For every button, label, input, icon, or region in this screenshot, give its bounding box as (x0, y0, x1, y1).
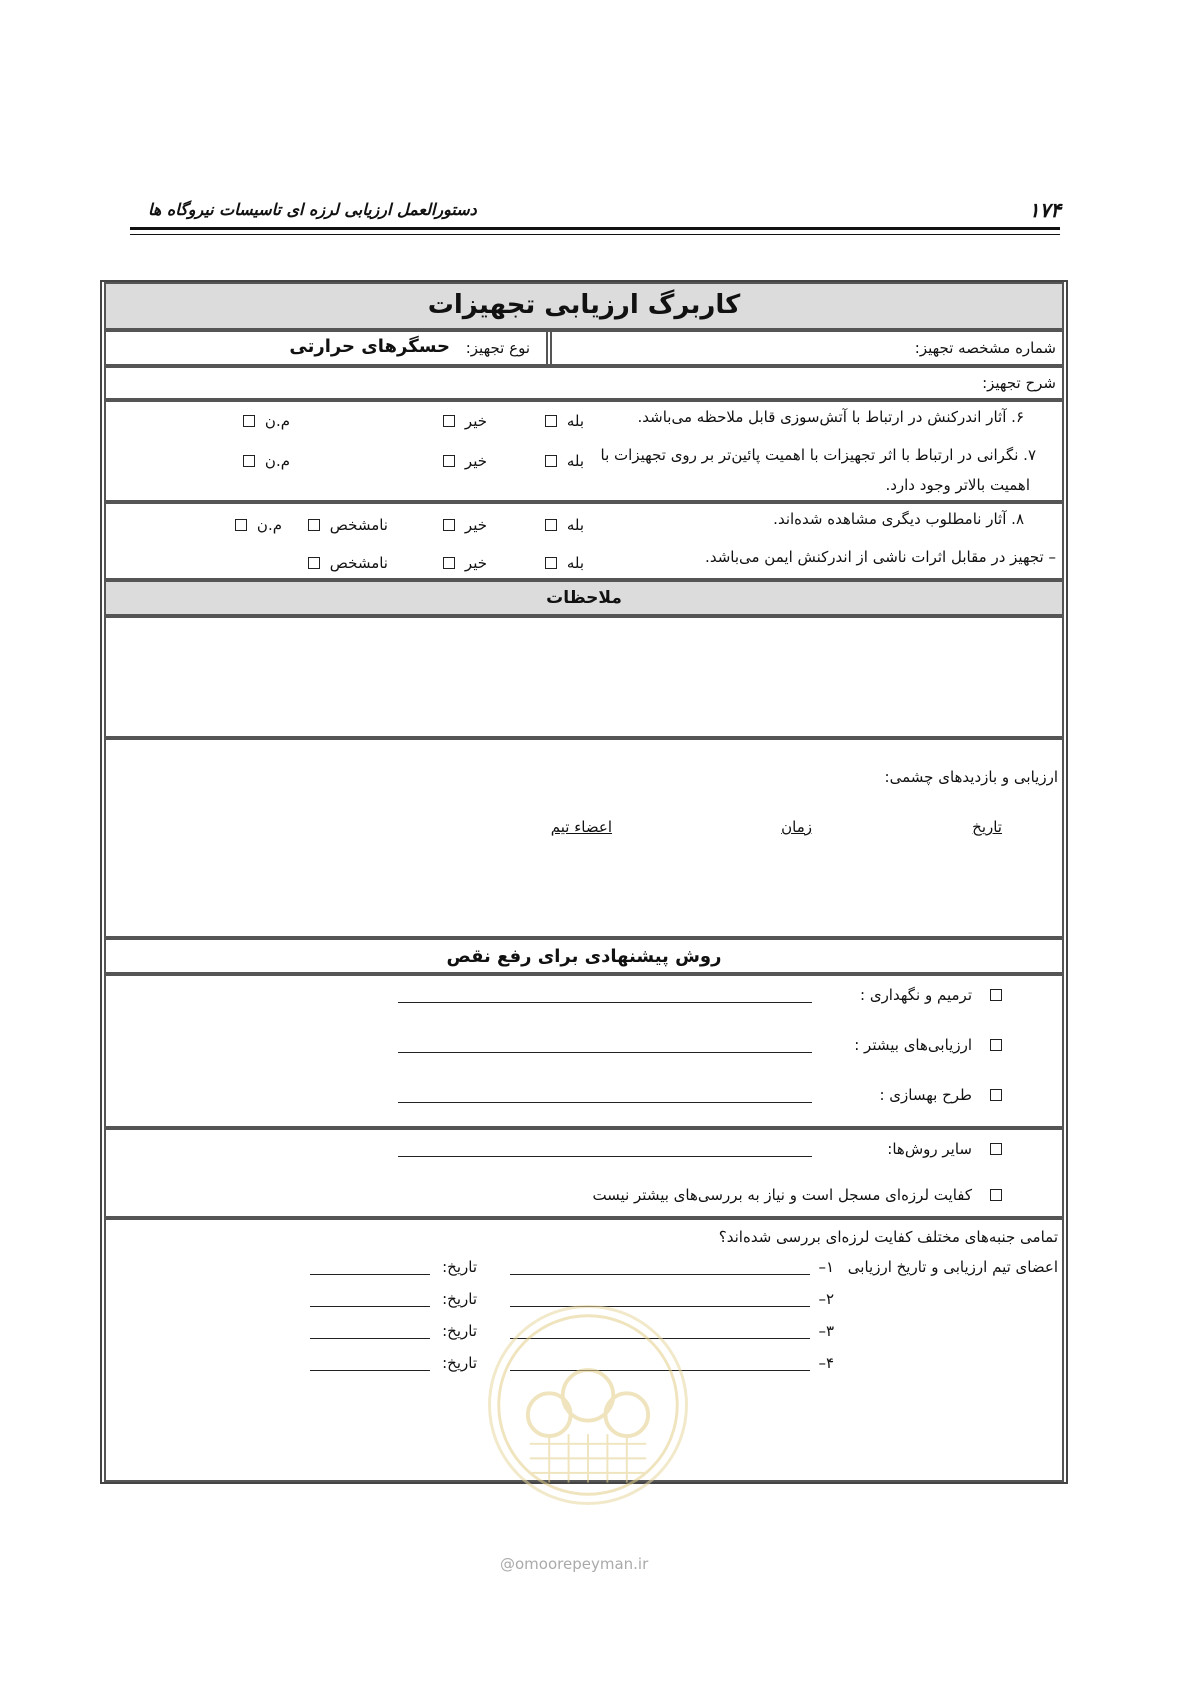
team-row-2-date-line[interactable] (310, 1306, 430, 1307)
questions-6-7 (104, 400, 1064, 502)
fix-maintenance-line[interactable] (398, 1002, 812, 1003)
question-7-line-1: ۷. نگرانی در ارتباط با اثر تجهیزات با اهمیت پائین‌تر بر روی تجهیزات با (600, 446, 1036, 464)
team-row-2-line[interactable] (510, 1306, 810, 1307)
fix-maintenance-option[interactable]: ترمیم و نگهداری : (860, 986, 1002, 1004)
team-row-1-date-label: تاریخ: (442, 1258, 477, 1276)
checkbox-icon[interactable] (990, 1143, 1002, 1155)
all-aspects-question: تمامی جنبه‌های مختلف کفایت لرزه‌ای بررسی شده‌اند؟ (718, 1228, 1058, 1246)
team-row-3: ۳– (818, 1322, 834, 1340)
q6-no-option[interactable]: خیر (443, 412, 487, 430)
checkbox-icon[interactable] (443, 415, 455, 427)
page-number: ۱۷۴ (1028, 198, 1061, 222)
team-row-3-date-label: تاریخ: (442, 1322, 477, 1340)
header-rule (130, 227, 1060, 235)
checkbox-icon[interactable] (545, 519, 557, 531)
equipment-id-label: شماره مشخصه تجهیز: (914, 339, 1056, 357)
checkbox-icon[interactable] (990, 989, 1002, 1001)
equipment-assessment-form (100, 280, 1068, 1484)
checkbox-icon[interactable] (990, 1039, 1002, 1051)
checkbox-icon[interactable] (990, 1089, 1002, 1101)
checkbox-icon[interactable] (243, 455, 255, 467)
checkbox-icon[interactable] (990, 1189, 1002, 1201)
team-row-1-line[interactable] (510, 1274, 810, 1275)
q7-na-option[interactable]: م.ن (243, 452, 290, 470)
team-row-1-date-line[interactable] (310, 1274, 430, 1275)
checkbox-icon[interactable] (443, 557, 455, 569)
fix-improvement-option[interactable]: طرح بهسازی : (879, 1086, 1002, 1104)
equipment-type-label: نوع تجهیز: (465, 339, 530, 357)
visual-inspection-area (104, 738, 1064, 938)
remarks-area[interactable] (104, 616, 1064, 738)
fix-heading-row (104, 938, 1064, 974)
fix-more-assessment-option[interactable]: ارزیابی‌های بیشتر : (854, 1036, 1002, 1054)
team-row-3-date-line[interactable] (310, 1338, 430, 1339)
q8-unknown-option[interactable]: نامشخص (308, 516, 388, 534)
team-row-2: ۲– (818, 1290, 834, 1308)
running-header-title: دستورالعمل ارزیابی لرزه ای تاسیسات نیروگاه ها (148, 200, 477, 219)
team-row-4: ۴– (818, 1354, 834, 1372)
questions-8-safe (104, 502, 1064, 580)
team-row-2-date-label: تاریخ: (442, 1290, 477, 1308)
id-type-row (104, 330, 1064, 366)
team-row-4-date-line[interactable] (310, 1370, 430, 1371)
question-7-line-2: اهمیت بالاتر وجود دارد. (885, 476, 1030, 494)
form-title: کاربرگ ارزیابی تجهیزات (427, 290, 741, 320)
q7-no-option[interactable]: خیر (443, 452, 487, 470)
checkbox-icon[interactable] (545, 557, 557, 569)
question-8: ۸. آثار نامطلوب دیگری مشاهده شده‌اند. (773, 510, 1024, 528)
equipment-desc-label: شرح تجهیز: (982, 374, 1056, 392)
fix-other-line[interactable] (398, 1156, 812, 1157)
form-title-row (104, 282, 1064, 330)
checkbox-icon[interactable] (545, 415, 557, 427)
visual-inspection-label: ارزیابی و بازدیدهای چشمی: (884, 768, 1058, 786)
column-date: تاریخ (972, 818, 1002, 836)
fix-options-area (104, 974, 1064, 1128)
description-row (104, 366, 1064, 400)
watermark-logo-icon (488, 1305, 688, 1505)
equipment-type-value: حسگرهای حرارتی (289, 336, 450, 357)
safe-unknown-option[interactable]: نامشخص (308, 554, 388, 572)
fix-more-assessment-line[interactable] (398, 1052, 812, 1053)
checkbox-icon[interactable] (243, 415, 255, 427)
team-label: اعضای تیم ارزیابی و تاریخ ارزیابی (847, 1258, 1058, 1276)
column-team: اعضاء تیم (550, 818, 612, 836)
q8-no-option[interactable]: خیر (443, 516, 487, 534)
fix-title: روش پیشنهادی برای رفع نقص (446, 946, 722, 967)
column-time: زمان (781, 818, 812, 836)
checkbox-icon[interactable] (545, 455, 557, 467)
q6-na-option[interactable]: م.ن (243, 412, 290, 430)
q8-yes-option[interactable]: بله (545, 516, 584, 534)
checkbox-icon[interactable] (308, 557, 320, 569)
fix-other-option[interactable]: سایر روش‌ها: (887, 1140, 1002, 1158)
safe-no-option[interactable]: خیر (443, 554, 487, 572)
remarks-heading-row (104, 580, 1064, 616)
watermark-url: @omoorepeyman.ir (500, 1555, 649, 1573)
question-6: ۶. آثار اندرکنش در ارتباط با آتش‌سوزی قابل ملاحظه می‌باشد. (637, 408, 1024, 426)
fix-improvement-line[interactable] (398, 1102, 812, 1103)
team-row-4-date-label: تاریخ: (442, 1354, 477, 1372)
checkbox-icon[interactable] (235, 519, 247, 531)
question-safe: – تجهیز در مقابل اثرات ناشی از اندرکنش ایمن می‌باشد. (705, 548, 1056, 566)
team-row-1: ۱– (818, 1258, 834, 1276)
safe-yes-option[interactable]: بله (545, 554, 584, 572)
q7-yes-option[interactable]: بله (545, 452, 584, 470)
remarks-title: ملاحظات (546, 588, 622, 608)
q8-na-option[interactable]: م.ن (235, 516, 282, 534)
checkbox-icon[interactable] (308, 519, 320, 531)
checkbox-icon[interactable] (443, 519, 455, 531)
other-methods-area (104, 1128, 1064, 1218)
fix-adequate-option[interactable]: کفایت لرزه‌ای مسجل است و نیاز به بررسی‌های بیشتر نیست (592, 1186, 1002, 1204)
checkbox-icon[interactable] (443, 455, 455, 467)
q6-yes-option[interactable]: بله (545, 412, 584, 430)
